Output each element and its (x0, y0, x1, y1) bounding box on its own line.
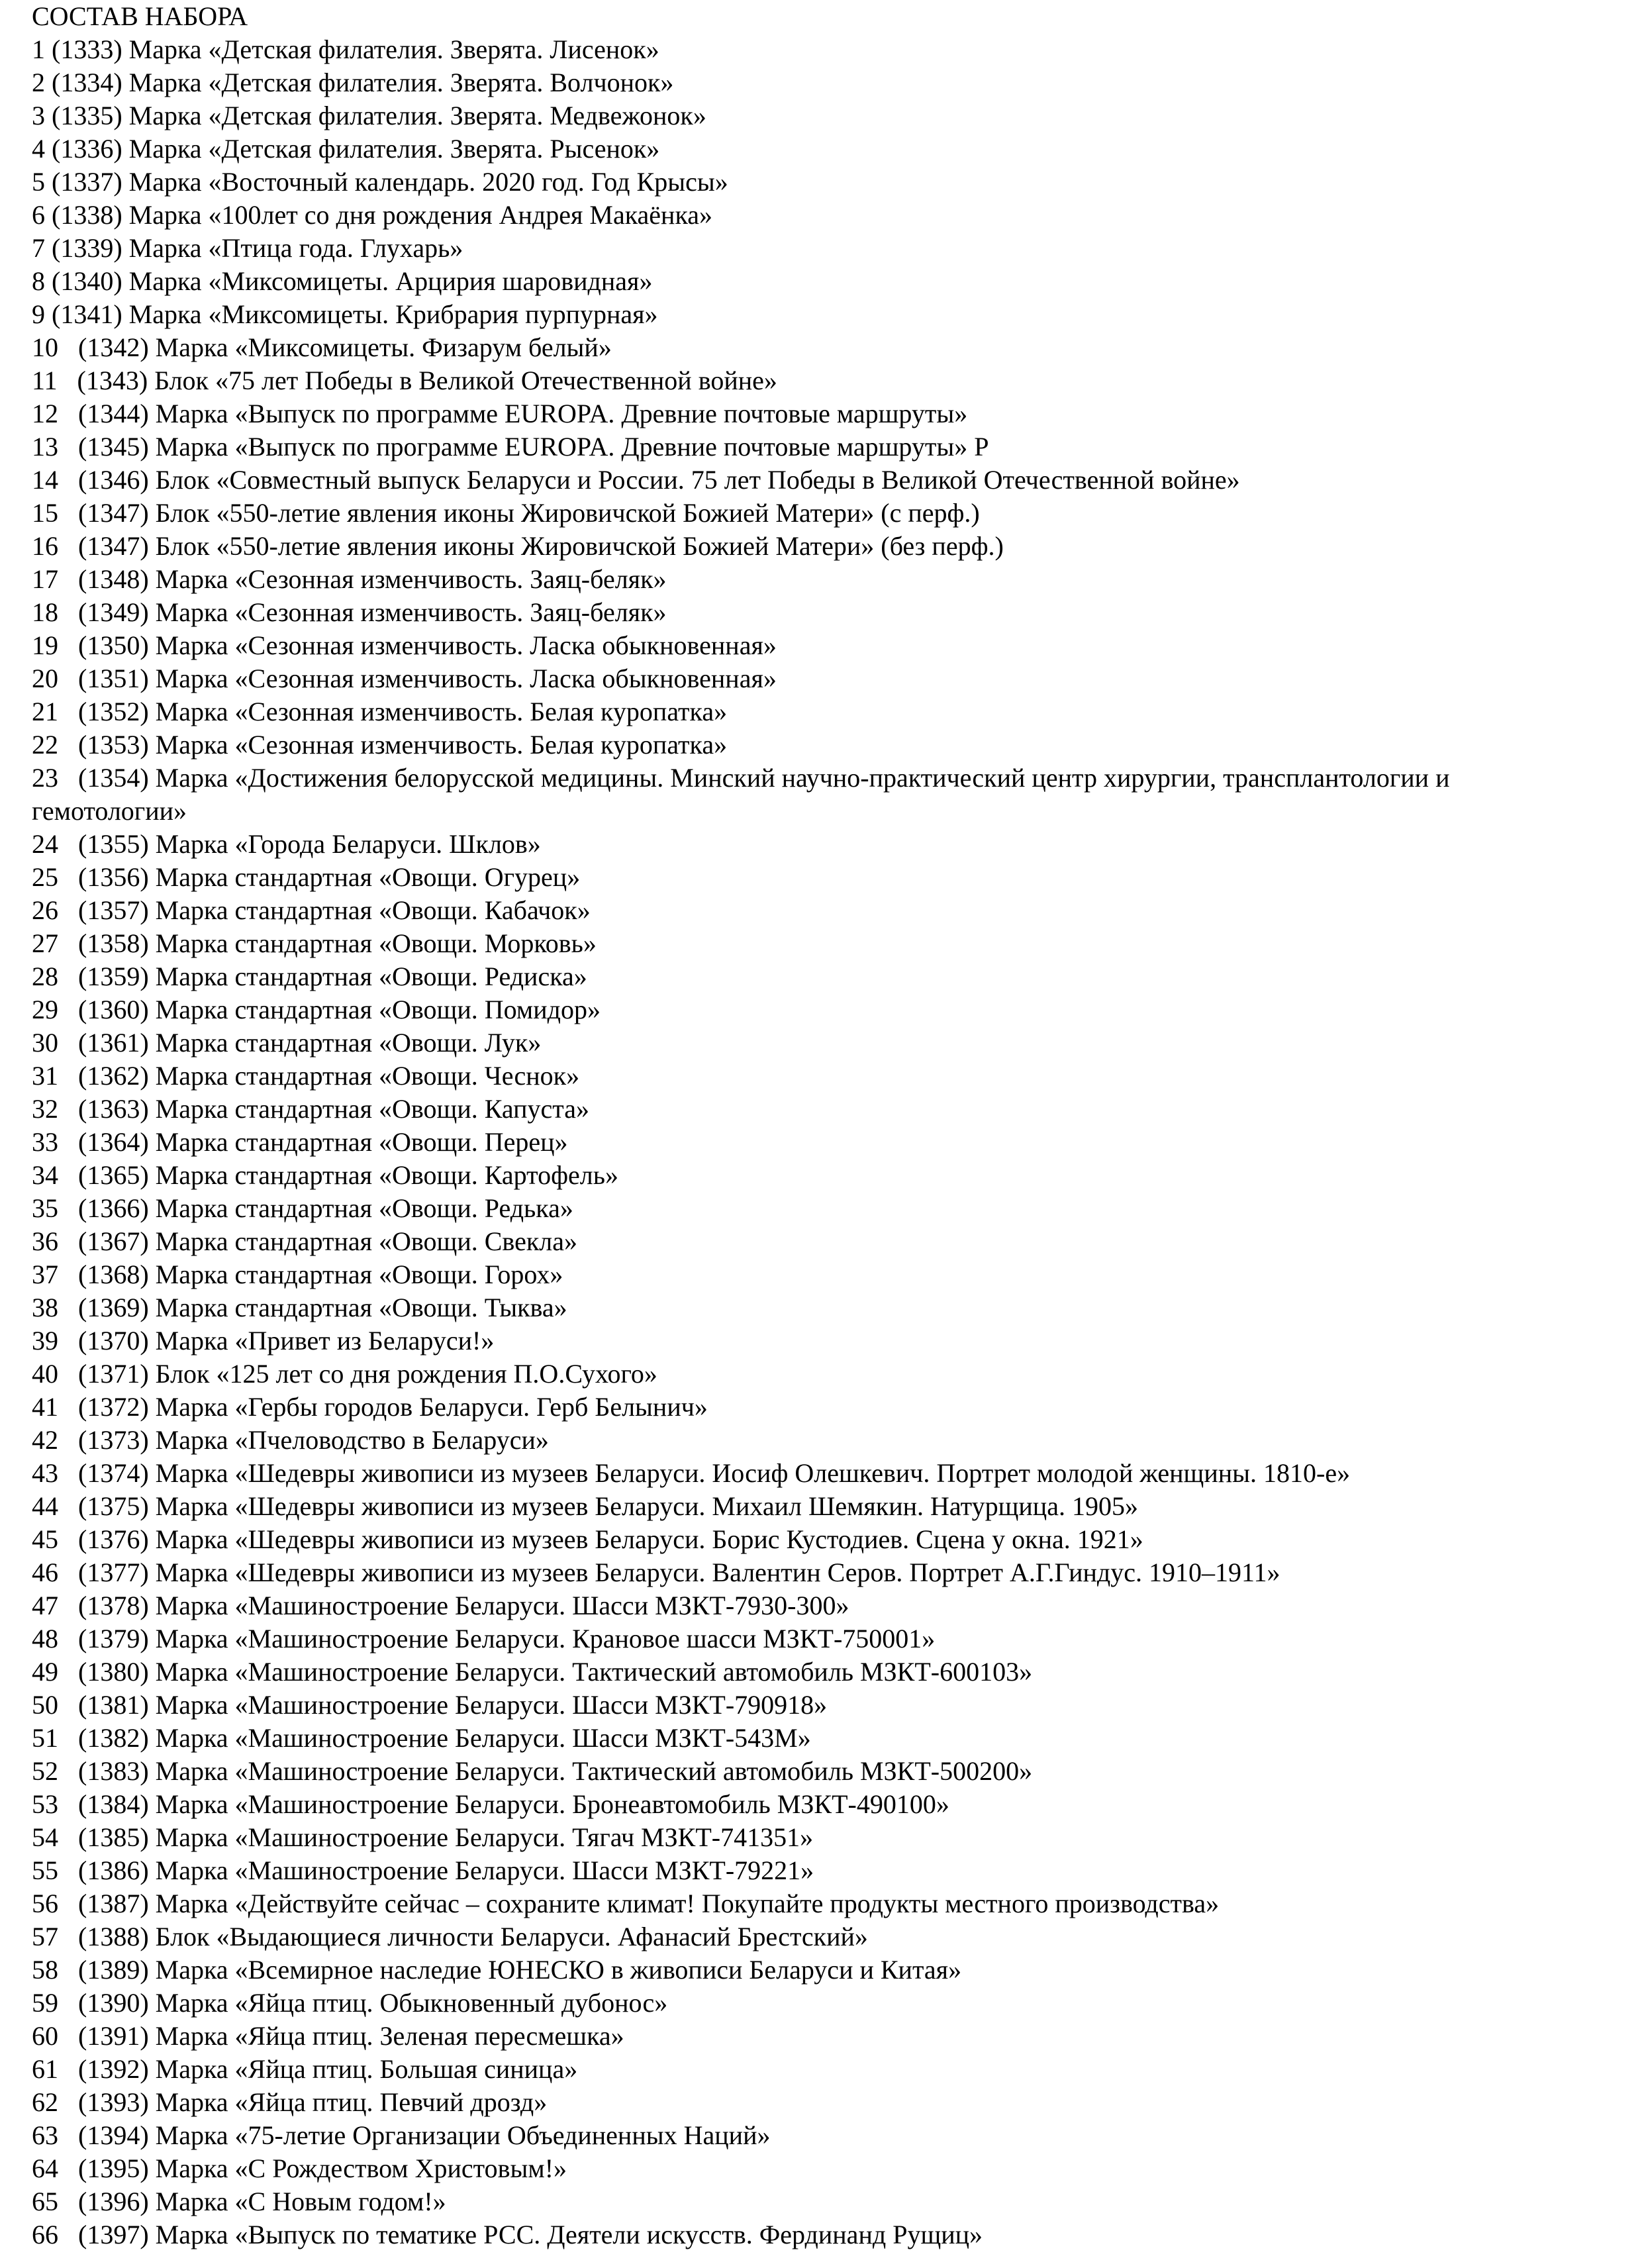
list-item: 53 (1384) Марка «Машиностроение Беларуси. Бронеавтомобиль МЗКТ-490100» (32, 1789, 949, 1819)
list-item: 7 (1339) Марка «Птица года. Глухарь» (32, 233, 463, 263)
list-item: 14 (1346) Блок «Совместный выпуск Беларуси и России. 75 лет Победы в Великой Отечественной войне» (32, 465, 1240, 495)
list-item: 64 (1395) Марка «С Рождеством Христовым!» (32, 2153, 567, 2183)
list-item: 27 (1358) Марка стандартная «Овощи. Морковь» (32, 928, 597, 958)
list-item: 29 (1360) Марка стандартная «Овощи. Помидор» (32, 995, 601, 1024)
list-item: 49 (1380) Марка «Машиностроение Беларуси. Тактический автомобиль МЗКТ-600103» (32, 1657, 1033, 1687)
list-item: 45 (1376) Марка «Шедевры живописи из музеев Беларуси. Борис Кустодиев. Сцена у окна. 1921» (32, 1524, 1143, 1554)
list-item: 39 (1370) Марка «Привет из Беларуси!» (32, 1326, 495, 1356)
list-item: 15 (1347) Блок «550-летие явления иконы Жировичской Божией Матери» (с перф.) (32, 498, 980, 528)
list-item: 17 (1348) Марка «Сезонная изменчивость. Заяц-беляк» (32, 564, 667, 594)
list-item: 19 (1350) Марка «Сезонная изменчивость. Ласка обыкновенная» (32, 630, 777, 660)
list-item: 3 (1335) Марка «Детская филателия. Зверята. Медвежонок» (32, 101, 706, 130)
list-item: 18 (1349) Марка «Сезонная изменчивость. Заяц-беляк» (32, 597, 667, 627)
list-item: 52 (1383) Марка «Машиностроение Беларуси. Тактический автомобиль МЗКТ-500200» (32, 1756, 1033, 1786)
list-item: 44 (1375) Марка «Шедевры живописи из музеев Беларуси. Михаил Шемякин. Натурщица. 1905» (32, 1491, 1138, 1521)
list-item: 12 (1344) Марка «Выпуск по программе EUROPA. Древние почтовые маршруты» (32, 399, 968, 428)
list-item: 60 (1391) Марка «Яйца птиц. Зеленая пересмешка» (32, 2021, 624, 2051)
list-item: 50 (1381) Марка «Машиностроение Беларуси. Шасси МЗКТ-790918» (32, 1690, 828, 1720)
document-title: СОСТАВ НАБОРА (32, 1, 248, 31)
list-item: 31 (1362) Марка стандартная «Овощи. Чеснок» (32, 1061, 580, 1091)
list-item: 40 (1371) Блок «125 лет со дня рождения П.О.Сухого» (32, 1359, 657, 1389)
list-item: 55 (1386) Марка «Машиностроение Беларуси. Шасси МЗКТ-79221» (32, 1855, 814, 1885)
list-item: 33 (1364) Марка стандартная «Овощи. Перец» (32, 1127, 568, 1157)
list-item: 63 (1394) Марка «75-летие Организации Объединенных Наций» (32, 2120, 771, 2150)
list-item: 32 (1363) Марка стандартная «Овощи. Капуста» (32, 1094, 590, 1124)
list-item: 30 (1361) Марка стандартная «Овощи. Лук» (32, 1028, 542, 1058)
list-item: 56 (1387) Марка «Действуйте сейчас – сохраните климат! Покупайте продукты местного производства» (32, 1889, 1220, 1918)
list-item: 58 (1389) Марка «Всемирное наследие ЮНЕСКО в живописи Беларуси и Китая» (32, 1955, 962, 1985)
item-list (32, 33, 1642, 2251)
list-item: 46 (1377) Марка «Шедевры живописи из музеев Беларуси. Валентин Серов. Портрет А.Г.Гиндус. 1910–1911» (32, 1557, 1280, 1587)
list-item: 13 (1345) Марка «Выпуск по программе EUROPA. Древние почтовые маршруты» Р (32, 432, 989, 462)
list-item: 48 (1379) Марка «Машиностроение Беларуси. Крановое шасси МЗКТ-750001» (32, 1624, 936, 1653)
list-item: 22 (1353) Марка «Сезонная изменчивость. Белая куропатка» (32, 730, 728, 760)
list-item: 34 (1365) Марка стандартная «Овощи. Картофель» (32, 1160, 618, 1190)
list-item: 47 (1378) Марка «Машиностроение Беларуси. Шасси МЗКТ-7930-300» (32, 1591, 849, 1620)
list-item: 16 (1347) Блок «550-летие явления иконы Жировичской Божией Матери» (без перф.) (32, 531, 1004, 561)
list-item: 5 (1337) Марка «Восточный календарь. 2020 год. Год Крысы» (32, 167, 728, 197)
list-item: 21 (1352) Марка «Сезонная изменчивость. Белая куропатка» (32, 697, 728, 726)
list-item: 41 (1372) Марка «Гербы городов Беларуси. Герб Белынич» (32, 1392, 708, 1422)
list-item: 42 (1373) Марка «Пчеловодство в Беларуси» (32, 1425, 549, 1455)
list-item: 24 (1355) Марка «Города Беларуси. Шклов» (32, 829, 541, 859)
list-item: 2 (1334) Марка «Детская филателия. Зверята. Волчонок» (32, 68, 674, 97)
list-item: 6 (1338) Марка «100лет со дня рождения Андрея Макаёнка» (32, 200, 713, 230)
list-item: 43 (1374) Марка «Шедевры живописи из музеев Беларуси. Иосиф Олешкевич. Портрет молодой женщины. 1810-е» (32, 1458, 1351, 1488)
list-item: 54 (1385) Марка «Машиностроение Беларуси. Тягач МЗКТ-741351» (32, 1822, 814, 1852)
list-item: 23 (1354) Марка «Достижения белорусской медицины. Минский научно-практический центр хирургии, трансплантологии и гемотологии» (32, 763, 1457, 826)
list-item: 25 (1356) Марка стандартная «Овощи. Огурец» (32, 862, 581, 892)
list-item: 35 (1366) Марка стандартная «Овощи. Редька» (32, 1193, 573, 1223)
list-item: 26 (1357) Марка стандартная «Овощи. Кабачок» (32, 895, 591, 925)
list-item: 66 (1397) Марка «Выпуск по тематике РСС. Деятели искусств. Фердинанд Рущиц» (32, 2220, 983, 2249)
list-item: 37 (1368) Марка стандартная «Овощи. Горох» (32, 1259, 563, 1289)
list-item: 9 (1341) Марка «Миксомицеты. Крибрария пурпурная» (32, 299, 658, 329)
list-item: 4 (1336) Марка «Детская филателия. Зверята. Рысенок» (32, 134, 660, 164)
list-item: 38 (1369) Марка стандартная «Овощи. Тыква» (32, 1293, 567, 1322)
list-item: 57 (1388) Блок «Выдающиеся личности Беларуси. Афанасий Брестский» (32, 1922, 868, 1951)
list-item: 36 (1367) Марка стандартная «Овощи. Свекла» (32, 1226, 577, 1256)
list-item: 62 (1393) Марка «Яйца птиц. Певчий дрозд» (32, 2087, 548, 2117)
list-item: 10 (1342) Марка «Миксомицеты. Физарум белый» (32, 332, 612, 362)
list-item: 61 (1392) Марка «Яйца птиц. Большая синица» (32, 2054, 578, 2084)
list-item: 1 (1333) Марка «Детская филателия. Зверята. Лисенок» (32, 34, 659, 64)
list-item: 51 (1382) Марка «Машиностроение Беларуси. Шасси МЗКТ-543М» (32, 1723, 811, 1753)
list-item: 59 (1390) Марка «Яйца птиц. Обыкновенный дубонос» (32, 1988, 668, 2018)
list-item: 28 (1359) Марка стандартная «Овощи. Редиска» (32, 961, 587, 991)
list-item: 65 (1396) Марка «С Новым годом!» (32, 2187, 446, 2216)
list-item: 8 (1340) Марка «Миксомицеты. Арцирия шаровидная» (32, 266, 653, 296)
list-item: 11 (1343) Блок «75 лет Победы в Великой Отечественной войне» (32, 366, 777, 395)
list-item: 20 (1351) Марка «Сезонная изменчивость. Ласка обыкновенная» (32, 664, 777, 693)
